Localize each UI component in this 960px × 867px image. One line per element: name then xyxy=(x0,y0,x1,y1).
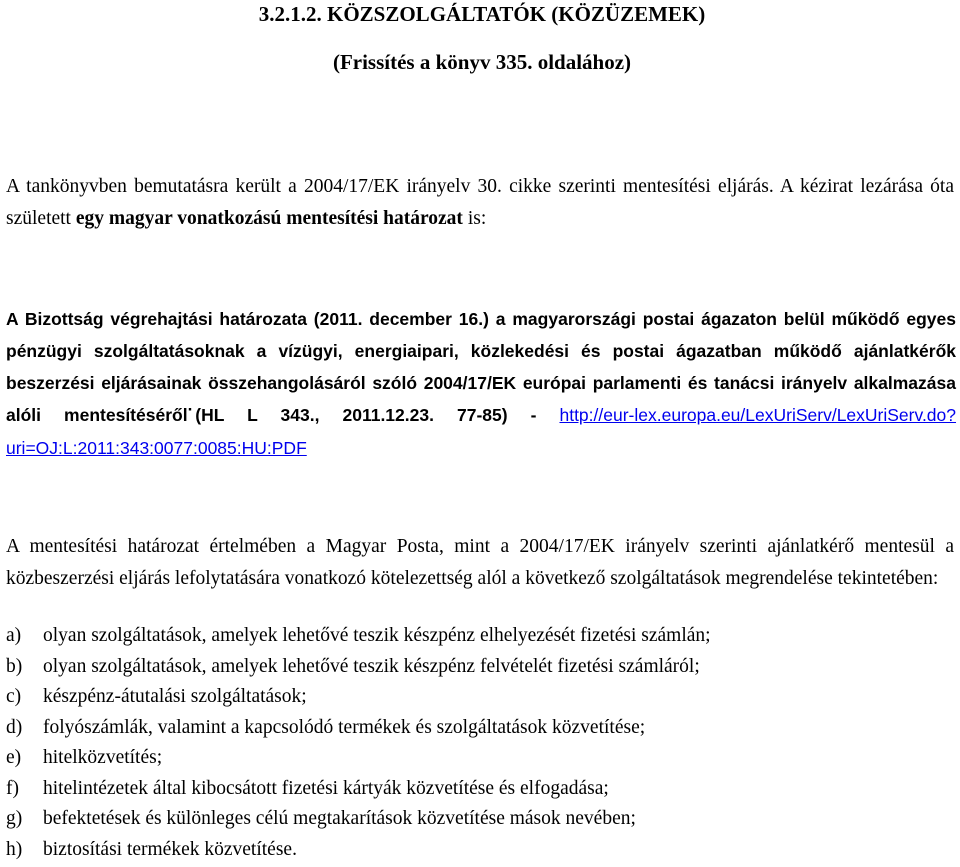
intro-text-start: A tankönyvben bemutatásra került a 2004/17/EK irányelv 30. cikke szerinti mentesítési eljárás. A kézirat lezárása óta született xyxy=(6,175,954,229)
list-marker: a) xyxy=(6,625,22,646)
list-marker: e) xyxy=(6,747,22,768)
list-marker: b) xyxy=(6,655,23,677)
decision-title: A Bizottság végrehajtási határozata (2011. december 16.) a magyarországi postai ágazaton belül működő egyes pénzügyi szolgáltatásoknak a vízügyi, energiaipari, közlekedési és postai ágazatban működő ajánlatkérők beszerzési eljárásainak összehangolásáról szóló 2004/17/EK európai parlamenti és tanácsi irányelv alkalmazása alóli mentesítéséről xyxy=(6,308,956,425)
list-item xyxy=(6,743,954,774)
decision-reference: (HL L 343., 2011.12.23. 77-85) - xyxy=(195,404,560,425)
intro-paragraph xyxy=(6,171,954,235)
list-item-text: olyan szolgáltatások, amelyek lehetővé teszik készpénz felvételét fizetési számláról; xyxy=(43,655,700,677)
list-item-text: készpénz-átutalási szolgáltatások; xyxy=(43,686,307,707)
list-item xyxy=(6,652,954,683)
list-item xyxy=(6,774,954,805)
list-item xyxy=(6,713,954,744)
section-title: 3.2.1.2. KÖZSZOLGÁLTATÓK (KÖZÜZEMEK) xyxy=(258,2,706,26)
list-marker: d) xyxy=(6,716,23,738)
service-list xyxy=(6,621,954,865)
intro-text-end: is: xyxy=(462,207,487,229)
list-item xyxy=(6,621,954,652)
list-marker: f) xyxy=(6,777,19,799)
list-marker: c) xyxy=(6,686,22,707)
decision-citation xyxy=(6,303,956,464)
list-marker: g) xyxy=(6,808,23,829)
list-item-text: olyan szolgáltatások, amelyek lehetővé teszik készpénz elhelyezését fizetési számlán; xyxy=(43,625,711,646)
intro-bold-text: egy magyar vonatkozású mentesítési határozat xyxy=(75,207,463,229)
list-item-text: hitelintézetek által kibocsátott fizetési kártyák közvetítése és elfogadása; xyxy=(43,777,609,799)
list-item-text: befektetések és különleges célú megtakarítások közvetítése mások nevében; xyxy=(43,808,636,829)
list-item xyxy=(6,835,954,866)
eur-lex-link[interactable]: http://eur-lex.europa.eu/LexUriServ/LexUriServ.do?uri=OJ:L:2011:343:0077:0085:HU:PDF xyxy=(6,404,957,458)
list-item-text: biztosítási termékek közvetítése. xyxy=(43,838,297,860)
list-item-text: hitelközvetítés; xyxy=(43,747,163,768)
list-marker: h) xyxy=(6,838,23,860)
body-paragraph: A mentesítési határozat értelmében a Magyar Posta, mint a 2004/17/EK irányelv szerinti ajánlatkérő mentesül a közbeszerzési eljárás lefolytatására vonatkozó kötelezettség alól a következő szolgáltatások megrendelése tekintetében: xyxy=(6,535,954,589)
section-subtitle: (Frissítés a könyv 335. oldalához) xyxy=(332,50,632,74)
list-item-text: folyószámlák, valamint a kapcsolódó termékek és szolgáltatások közvetítése; xyxy=(43,716,646,738)
footnote-dot: · xyxy=(187,399,194,419)
list-item xyxy=(6,804,954,835)
list-item xyxy=(6,682,954,713)
